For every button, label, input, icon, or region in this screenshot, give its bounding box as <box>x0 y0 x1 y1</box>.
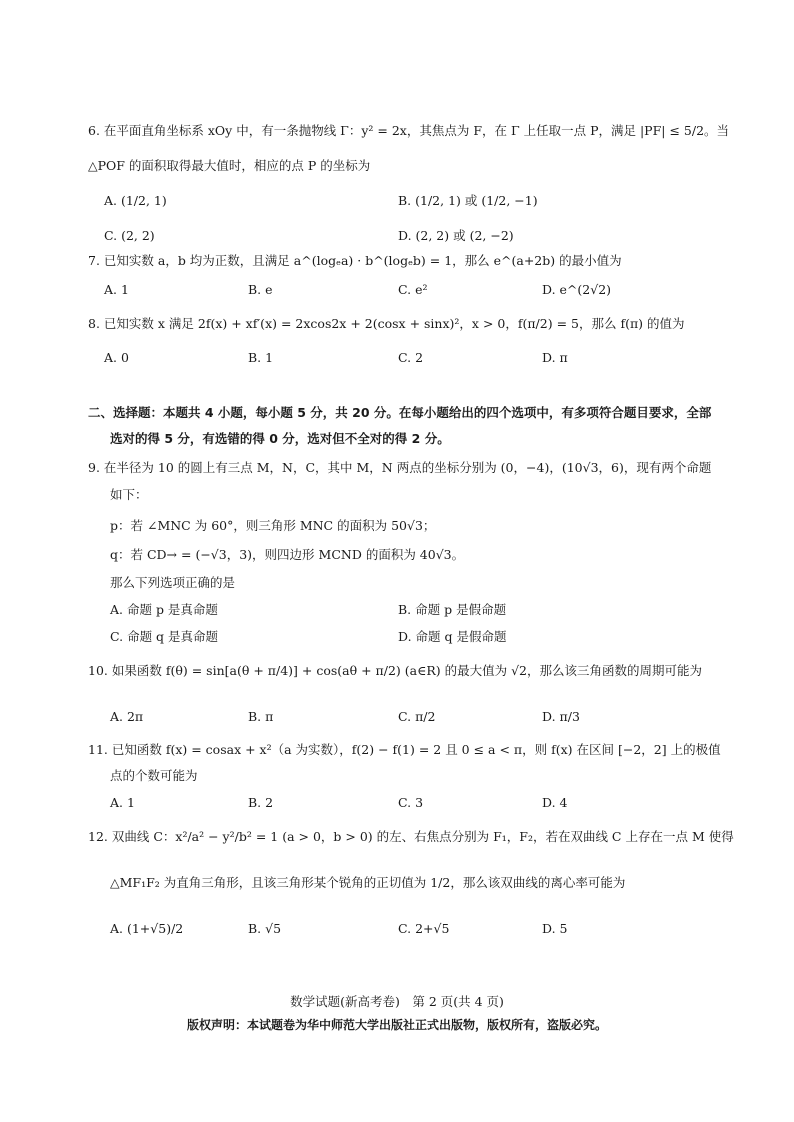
q9-proposition-q: q：若 CD→ = (−√3，3)，则四边形 MCND 的面积为 40√3。 <box>110 547 465 562</box>
q6-stem-line2: △POF 的面积取得最大值时，相应的点 P 的坐标为 <box>88 158 371 173</box>
q9-stem-line2: 如下： <box>110 487 148 502</box>
section-2-heading-line2: 选对的得 5 分，有选错的得 0 分，选对但不全对的得 2 分。 <box>110 431 450 446</box>
q10-option-c: C. π/2 <box>398 709 436 724</box>
q7-stem: 7. 已知实数 a，b 均为正数，且满足 a^(logₑa) · b^(logₑb) = 1，那么 e^(a+2b) 的最小值为 <box>88 253 622 268</box>
q9-option-c: C. 命题 q 是真命题 <box>110 629 219 644</box>
q8-option-b: B. 1 <box>248 350 274 365</box>
q7-option-c: C. e² <box>398 282 428 297</box>
q8-stem: 8. 已知实数 x 满足 2f(x) + xf′(x) = 2xcos2x + 2(cosx + sinx)²，x > 0，f(π/2) = 5，那么 f(π) 的值为 <box>88 316 685 331</box>
q10-option-b: B. π <box>248 709 274 724</box>
q11-stem-line2: 点的个数可能为 <box>110 768 198 783</box>
q11-option-b: B. 2 <box>248 795 274 810</box>
q6-option-b: B. (1/2, 1) 或 (1/2, −1) <box>398 193 538 208</box>
q6-stem-line1: 6. 在平面直角坐标系 xOy 中，有一条抛物线 Γ：y² = 2x，其焦点为 F，在 Γ 上任取一点 P，满足 |PF| ≤ 5/2。当 <box>88 123 730 138</box>
q11-option-c: C. 3 <box>398 795 424 810</box>
q8-option-a: A. 0 <box>104 350 129 365</box>
q10-option-a: A. 2π <box>110 709 144 724</box>
q9-option-a: A. 命题 p 是真命题 <box>110 602 218 617</box>
q12-option-b: B. √5 <box>248 921 282 936</box>
q9-option-b: B. 命题 p 是假命题 <box>398 602 507 617</box>
q11-option-a: A. 1 <box>110 795 135 810</box>
q10-option-d: D. π/3 <box>542 709 580 724</box>
q8-option-d: D. π <box>542 350 568 365</box>
q12-stem-line1: 12. 双曲线 C：x²/a² − y²/b² = 1 (a > 0，b > 0) 的左、右焦点分别为 F₁，F₂，若在双曲线 C 上存在一点 M 使得 <box>88 829 734 844</box>
q12-option-a: A. (1+√5)/2 <box>110 921 184 936</box>
page-footer-info: 数学试题(新高考卷) 第 2 页(共 4 页) <box>290 994 504 1009</box>
q12-option-c: C. 2+√5 <box>398 921 450 936</box>
q9-proposition-p: p：若 ∠MNC 为 60°，则三角形 MNC 的面积为 50√3； <box>110 518 436 533</box>
q7-option-a: A. 1 <box>104 282 129 297</box>
q7-option-d: D. e^(2√2) <box>542 282 612 297</box>
q6-option-d: D. (2, 2) 或 (2, −2) <box>398 228 514 243</box>
q8-option-c: C. 2 <box>398 350 424 365</box>
q9-option-d: D. 命题 q 是假命题 <box>398 629 507 644</box>
q6-option-c: C. (2, 2) <box>104 228 155 243</box>
q9-stem-line1: 9. 在半径为 10 的圆上有三点 M，N，C，其中 M，N 两点的坐标分别为 (0，−4)，(10√3，6)，现有两个命题 <box>88 460 712 475</box>
q12-option-d: D. 5 <box>542 921 568 936</box>
copyright-notice: 版权声明：本试题卷为华中师范大学出版社正式出版物，版权所有，盗版必究。 <box>186 1018 607 1032</box>
q9-prompt: 那么下列选项正确的是 <box>110 575 236 590</box>
q10-stem: 10. 如果函数 f(θ) = sin[a(θ + π/4)] + cos(aθ + π/2) (a∈R) 的最大值为 √2，那么该三角函数的周期可能为 <box>88 663 703 678</box>
q11-stem-line1: 11. 已知函数 f(x) = cosax + x²（a 为实数），f(2) − f(1) = 2 且 0 ≤ a < π，则 f(x) 在区间 [−2，2] 上的极值 <box>88 742 721 757</box>
q12-stem-line2: △MF₁F₂ 为直角三角形，且该三角形某个锐角的正切值为 1/2，那么该双曲线的离心率可能为 <box>110 875 626 890</box>
q11-option-d: D. 4 <box>542 795 568 810</box>
q6-option-a: A. (1/2, 1) <box>104 193 167 208</box>
section-2-heading-line1: 二、选择题：本题共 4 小题，每小题 5 分，共 20 分。在每小题给出的四个选项中，有多项符合题目要求，全部 <box>88 405 712 420</box>
q7-option-b: B. e <box>248 282 273 297</box>
